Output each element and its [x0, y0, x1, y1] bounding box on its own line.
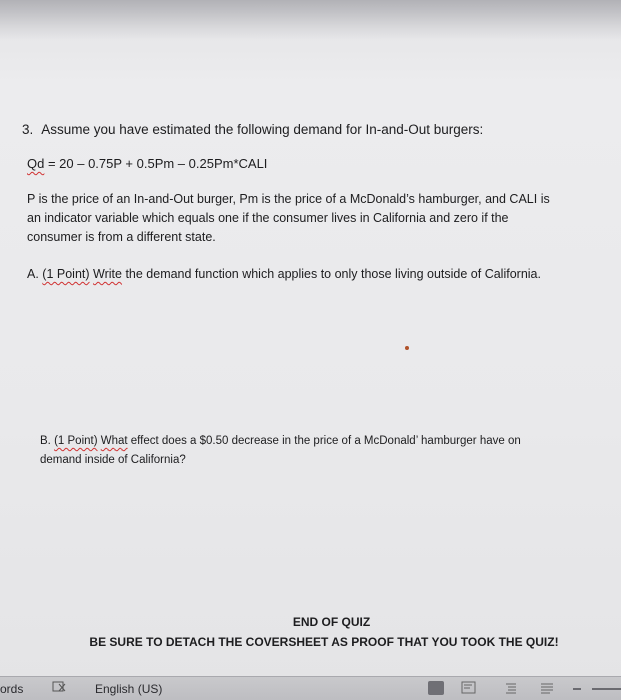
word-count[interactable]: ords	[0, 682, 24, 696]
proofing-icon[interactable]	[52, 680, 66, 696]
equation-lhs: Qd	[27, 156, 45, 171]
zoom-slider[interactable]	[592, 688, 621, 690]
description-line: an indicator variable which equals one if the consumer lives in California and zero if the	[27, 211, 509, 225]
part-b-points: (1 Point)	[54, 435, 98, 447]
part-a-verb: Write	[93, 267, 122, 281]
part-a-label: A.	[27, 267, 39, 281]
stray-mark	[405, 346, 409, 350]
description-line: consumer is from a different state.	[27, 230, 216, 244]
equation-rhs: = 20 – 0.75P + 0.5Pm – 0.25Pm*CALI	[44, 156, 268, 171]
part-a-text: the demand function which applies to only those living outside of California.	[121, 267, 541, 281]
draft-view-icon[interactable]	[540, 681, 554, 695]
question-heading	[22, 122, 483, 137]
part-a	[27, 267, 541, 281]
part-b-line-2: demand inside of California?	[40, 454, 186, 466]
part-a-points: (1 Point)	[42, 267, 90, 281]
part-b-verb: What	[100, 435, 128, 447]
demand-equation	[27, 156, 267, 171]
description-line: P is the price of an In-and-Out burger, Pm is the price of a McDonald’s hamburger, and CALI is	[27, 192, 550, 206]
outline-view-icon[interactable]	[504, 681, 518, 695]
end-instruction: BE SURE TO DETACH THE COVERSHEET AS PROOF THAT YOU TOOK THE QUIZ!	[89, 635, 559, 649]
language-indicator[interactable]: English (US)	[95, 682, 163, 696]
question-text: Assume you have estimated the following demand for In-and-Out burgers:	[41, 122, 484, 137]
part-b-line1-rest: effect does a $0.50 decrease in the price of a McDonald’ hamburger have on	[127, 435, 521, 447]
part-b-line-1	[40, 432, 521, 451]
end-title: END OF QUIZ	[292, 615, 371, 629]
part-b	[40, 432, 521, 470]
print-layout-icon[interactable]	[428, 681, 444, 695]
zoom-out-icon[interactable]	[573, 688, 581, 690]
part-b-label: B.	[40, 435, 51, 447]
question-number: 3.	[22, 122, 34, 137]
status-bar	[0, 676, 621, 700]
web-layout-icon[interactable]	[461, 681, 477, 695]
end-of-quiz	[0, 612, 621, 652]
variable-description	[27, 190, 612, 247]
